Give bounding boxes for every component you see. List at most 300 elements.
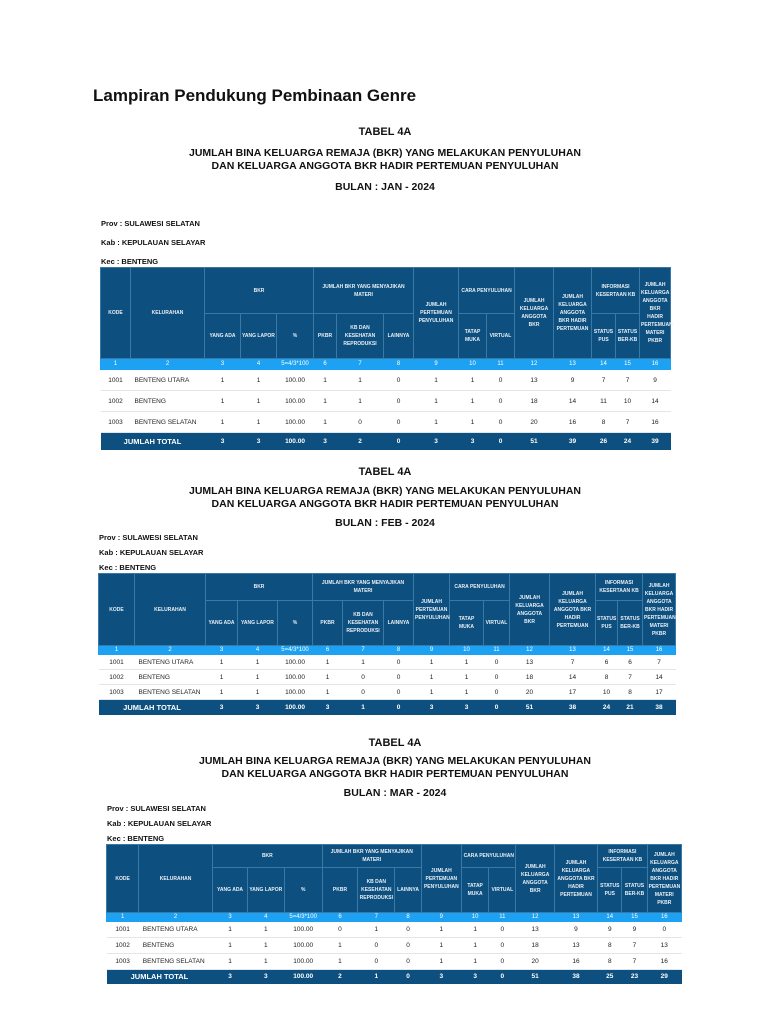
cell-kelurahan: BENTENG SELATAN — [139, 954, 213, 970]
data-table-feb — [98, 573, 676, 715]
column-index: 6 — [322, 913, 357, 922]
total-cell: 3 — [205, 433, 241, 450]
table-cell: 1002 — [107, 938, 139, 954]
table-cell: 18 — [516, 938, 554, 954]
table-cell: 1 — [238, 670, 278, 685]
header-cara: CARA PENYULUHAN — [459, 268, 515, 314]
location-kab: Kab : KEPULAUAN SELAYAR — [101, 238, 206, 247]
table-cell: 1 — [450, 670, 484, 685]
table-cell: 8 — [592, 412, 616, 433]
column-index: 13 — [554, 359, 592, 370]
header-virtual: VIRTUAL — [487, 314, 515, 359]
table-cell: 13 — [515, 370, 554, 391]
column-index: 13 — [550, 646, 596, 655]
table-cell: 1 — [205, 412, 241, 433]
column-index-row — [99, 646, 676, 655]
total-cell: 39 — [640, 433, 671, 450]
table-row — [101, 391, 671, 412]
table-cell: 0 — [484, 685, 510, 700]
table-cell: 10 — [596, 685, 618, 700]
table-cell: 0 — [384, 391, 414, 412]
column-index: 14 — [592, 359, 616, 370]
column-index: 5=4/3*100 — [278, 646, 313, 655]
table-cell: 1 — [241, 412, 277, 433]
cell-kelurahan: BENTENG UTARA — [131, 370, 205, 391]
table-cell: 1 — [414, 370, 459, 391]
column-index: 5=4/3*100 — [284, 913, 322, 922]
header-tatap-muka: TATAP MUKA — [459, 314, 487, 359]
table-cell: 7 — [622, 954, 647, 970]
header-cara: CARA PENYULUHAN — [462, 845, 516, 868]
header-status-ber-kb: STATUS BER-KB — [616, 314, 640, 359]
header-status-ber-kb: STATUS BER-KB — [618, 601, 643, 646]
total-cell: 23 — [622, 970, 647, 984]
header-yang-ada: YANG ADA — [206, 601, 238, 646]
column-index: 16 — [640, 359, 671, 370]
table-cell: 16 — [554, 954, 597, 970]
data-table-mar — [106, 844, 682, 984]
table-cell: 8 — [596, 670, 618, 685]
table-cell: 1 — [337, 370, 384, 391]
total-cell: 25 — [598, 970, 622, 984]
table-cell: 100.00 — [278, 655, 313, 670]
column-index: 4 — [241, 359, 277, 370]
table-cell: 1 — [206, 670, 238, 685]
total-cell: 38 — [554, 970, 597, 984]
header-kode: KODE — [107, 845, 139, 913]
total-cell: 1 — [358, 970, 395, 984]
total-cell: 0 — [395, 970, 421, 984]
total-cell: 3 — [206, 700, 238, 715]
header-kb-kespro: KB DAN KESEHATAN REPRODUKSI — [337, 314, 384, 359]
table-cell: 8 — [618, 685, 643, 700]
header-yang-ada: YANG ADA — [212, 868, 247, 913]
column-index: 1 — [107, 913, 139, 922]
total-cell: 3 — [414, 700, 450, 715]
table-row — [101, 370, 671, 391]
table-cell: 1 — [313, 685, 343, 700]
cell-kelurahan: BENTENG — [139, 938, 213, 954]
header-materi: JUMLAH BKR YANG MENYAJIKAN MATERI — [313, 574, 414, 601]
table-cell: 0 — [395, 954, 421, 970]
header-keluarga: JUMLAH KELUARGA ANGGOTA BKR — [510, 574, 550, 646]
column-index: 8 — [384, 646, 414, 655]
table-cell: 1 — [343, 655, 384, 670]
header-bkr: BKR — [205, 268, 314, 314]
total-cell: 100.00 — [284, 970, 322, 984]
column-index: 9 — [414, 359, 459, 370]
table-cell: 1003 — [101, 412, 131, 433]
total-cell: 51 — [515, 433, 554, 450]
table-number: TABEL 4A — [368, 737, 422, 749]
header-yang-lapor: YANG LAPOR — [248, 868, 284, 913]
table-cell: 18 — [515, 391, 554, 412]
total-cell: 3 — [238, 700, 278, 715]
header-materi-pkbr: JUMLAH KELUARGA ANGGOTA BKR HADIR PERTEMUAN MATERI PKBR — [643, 574, 676, 646]
total-cell: 0 — [484, 700, 510, 715]
header-pkbr: PKBR — [322, 868, 357, 913]
table-cell: 1 — [450, 685, 484, 700]
table-cell: 20 — [516, 954, 554, 970]
table-cell: 1 — [459, 370, 487, 391]
report-title-line1: JUMLAH BINA KELUARGA REMAJA (BKR) YANG MELAKUKAN PENYULUHAN — [188, 147, 581, 159]
header-kb-kespro: KB DAN KESEHATAN REPRODUKSI — [358, 868, 395, 913]
header-materi-pkbr: JUMLAH KELUARGA ANGGOTA BKR HADIR PERTEMUAN MATERI PKBR — [640, 268, 671, 359]
table-cell: 1001 — [107, 922, 139, 938]
header-cara: CARA PENYULUHAN — [450, 574, 510, 601]
report-title-line2: DAN KELUARGA ANGGOTA BKR HADIR PERTEMUAN PENYULUHAN — [211, 498, 559, 510]
table-cell: 1 — [248, 954, 284, 970]
column-index: 9 — [414, 646, 450, 655]
column-index: 12 — [510, 646, 550, 655]
table-cell: 13 — [516, 922, 554, 938]
column-index: 6 — [314, 359, 337, 370]
table-cell: 0 — [489, 922, 516, 938]
table-cell: 0 — [384, 412, 414, 433]
total-cell: 0 — [489, 970, 516, 984]
report-heading-jan — [150, 126, 620, 193]
total-cell: 3 — [241, 433, 277, 450]
table-cell: 0 — [395, 938, 421, 954]
table-cell: 1 — [322, 938, 357, 954]
table-cell: 100.00 — [284, 938, 322, 954]
location-prov: Prov : SULAWESI SELATAN — [99, 533, 198, 542]
column-index: 12 — [515, 359, 554, 370]
total-cell: 2 — [337, 433, 384, 450]
table-cell: 7 — [618, 670, 643, 685]
total-cell: 2 — [322, 970, 357, 984]
header-hadir: JUMLAH KELUARGA ANGGOTA BKR HADIR PERTEMUAN — [554, 268, 592, 359]
table-row — [99, 655, 676, 670]
column-index: 3 — [206, 646, 238, 655]
table-cell: 1 — [314, 391, 337, 412]
header-kb-kespro: KB DAN KESEHATAN REPRODUKSI — [343, 601, 384, 646]
table-cell: 100.00 — [278, 670, 313, 685]
header-virtual: VIRTUAL — [489, 868, 516, 913]
table-cell: 1 — [337, 391, 384, 412]
table-cell: 0 — [484, 670, 510, 685]
table-cell: 17 — [550, 685, 596, 700]
cell-kelurahan: BENTENG SELATAN — [131, 412, 205, 433]
table-row — [101, 412, 671, 433]
table-cell: 14 — [554, 391, 592, 412]
column-index: 3 — [212, 913, 247, 922]
table-cell: 16 — [647, 954, 681, 970]
total-label: JUMLAH TOTAL — [99, 700, 206, 715]
location-kab: Kab : KEPULAUAN SELAYAR — [107, 819, 212, 828]
header-kelurahan: KELURAHAN — [135, 574, 206, 646]
header-status-pus: STATUS PUS — [592, 314, 616, 359]
table-row — [107, 954, 682, 970]
table-cell: 1 — [248, 938, 284, 954]
column-index: 11 — [489, 913, 516, 922]
column-index: 7 — [337, 359, 384, 370]
column-index: 7 — [358, 913, 395, 922]
table-cell: 1 — [450, 655, 484, 670]
table-cell: 7 — [550, 655, 596, 670]
column-index-row — [101, 359, 671, 370]
table-cell: 0 — [484, 655, 510, 670]
table-cell: 13 — [554, 938, 597, 954]
report-month: BULAN : FEB - 2024 — [335, 517, 435, 529]
table-cell: 20 — [515, 412, 554, 433]
table-cell: 1 — [358, 922, 395, 938]
header-persen: % — [278, 601, 313, 646]
header-virtual: VIRTUAL — [484, 601, 510, 646]
table-cell: 1001 — [99, 655, 135, 670]
total-cell: 1 — [343, 700, 384, 715]
header-lainnya: LAINNYA — [384, 601, 414, 646]
table-cell: 1003 — [107, 954, 139, 970]
table-cell: 11 — [592, 391, 616, 412]
column-index: 1 — [99, 646, 135, 655]
header-hadir: JUMLAH KELUARGA ANGGOTA BKR HADIR PERTEMUAN — [550, 574, 596, 646]
header-tatap-muka: TATAP MUKA — [450, 601, 484, 646]
table-row — [99, 685, 676, 700]
header-kode: KODE — [101, 268, 131, 359]
table-cell: 1002 — [101, 391, 131, 412]
table-cell: 1 — [459, 412, 487, 433]
table-cell: 0 — [384, 370, 414, 391]
column-index: 5=4/3*100 — [277, 359, 314, 370]
column-index: 8 — [384, 359, 414, 370]
table-number: TABEL 4A — [358, 126, 412, 138]
total-cell: 3 — [414, 433, 459, 450]
total-cell: 3 — [313, 700, 343, 715]
table-cell: 8 — [598, 938, 622, 954]
table-cell: 1 — [414, 412, 459, 433]
location-block-mar — [107, 801, 211, 846]
total-cell: 100.00 — [277, 433, 314, 450]
table-cell: 100.00 — [284, 922, 322, 938]
column-index: 11 — [484, 646, 510, 655]
report-heading-feb — [150, 466, 620, 529]
total-row — [101, 433, 671, 450]
table-cell: 1 — [313, 655, 343, 670]
location-block-jan — [101, 214, 205, 271]
report-title-line2: DAN KELUARGA ANGGOTA BKR HADIR PERTEMUAN PENYULUHAN — [221, 768, 569, 780]
column-index: 8 — [395, 913, 421, 922]
header-info-kb: INFORMASI KESERTAAN KB — [596, 574, 643, 601]
header-lainnya: LAINNYA — [395, 868, 421, 913]
table-cell: 9 — [554, 922, 597, 938]
table-cell: 1 — [414, 685, 450, 700]
header-kelurahan: KELURAHAN — [131, 268, 205, 359]
table-cell: 1 — [414, 670, 450, 685]
total-cell: 24 — [596, 700, 618, 715]
table-row — [99, 670, 676, 685]
header-keluarga: JUMLAH KELUARGA ANGGOTA BKR — [516, 845, 554, 913]
total-cell: 38 — [550, 700, 596, 715]
report-heading-mar — [160, 737, 630, 799]
table-cell: 1 — [462, 922, 489, 938]
table-cell: 0 — [358, 938, 395, 954]
table-cell: 1 — [212, 938, 247, 954]
table-cell: 1002 — [99, 670, 135, 685]
table-cell: 1 — [421, 938, 461, 954]
location-prov: Prov : SULAWESI SELATAN — [101, 219, 200, 228]
cell-kelurahan: BENTENG UTARA — [135, 655, 206, 670]
table-cell: 0 — [487, 370, 515, 391]
column-index: 7 — [343, 646, 384, 655]
table-cell: 1 — [241, 391, 277, 412]
table-cell: 7 — [616, 412, 640, 433]
table-cell: 1 — [414, 391, 459, 412]
table-cell: 7 — [616, 370, 640, 391]
header-bkr: BKR — [206, 574, 313, 601]
table-cell: 1 — [241, 370, 277, 391]
header-info-kb: INFORMASI KESERTAAN KB — [592, 268, 640, 314]
table-cell: 1 — [212, 954, 247, 970]
header-persen: % — [277, 314, 314, 359]
table-cell: 0 — [489, 938, 516, 954]
table-cell: 1 — [313, 670, 343, 685]
total-cell: 3 — [212, 970, 247, 984]
table-cell: 1 — [238, 655, 278, 670]
column-index: 10 — [459, 359, 487, 370]
table-cell: 1 — [314, 370, 337, 391]
report-month: BULAN : JAN - 2024 — [335, 181, 435, 193]
table-cell: 0 — [487, 412, 515, 433]
table-cell: 8 — [598, 954, 622, 970]
table-cell: 14 — [640, 391, 671, 412]
total-label: JUMLAH TOTAL — [107, 970, 213, 984]
table-cell: 7 — [592, 370, 616, 391]
table-cell: 1 — [462, 954, 489, 970]
column-index: 1 — [101, 359, 131, 370]
table-cell: 0 — [322, 922, 357, 938]
table-cell: 100.00 — [278, 685, 313, 700]
column-index: 15 — [622, 913, 647, 922]
column-index: 10 — [450, 646, 484, 655]
total-cell: 0 — [487, 433, 515, 450]
report-title-line1: JUMLAH BINA KELUARGA REMAJA (BKR) YANG MELAKUKAN PENYULUHAN — [188, 485, 581, 497]
total-cell: 0 — [384, 700, 414, 715]
header-pertemuan: JUMLAH PERTEMUAN PENYULUHAN — [414, 268, 459, 359]
table-cell: 1 — [205, 370, 241, 391]
header-kode: KODE — [99, 574, 135, 646]
table-cell: 20 — [510, 685, 550, 700]
total-cell: 3 — [450, 700, 484, 715]
cell-kelurahan: BENTENG UTARA — [139, 922, 213, 938]
table-cell: 100.00 — [277, 412, 314, 433]
table-cell: 9 — [598, 922, 622, 938]
table-cell: 0 — [384, 670, 414, 685]
location-kec: Kec : BENTENG — [101, 257, 159, 266]
header-status-pus: STATUS PUS — [598, 868, 622, 913]
table-cell: 1 — [322, 954, 357, 970]
total-cell: 3 — [314, 433, 337, 450]
total-cell: 26 — [592, 433, 616, 450]
table-cell: 13 — [510, 655, 550, 670]
header-bkr: BKR — [212, 845, 322, 868]
header-yang-ada: YANG ADA — [205, 314, 241, 359]
column-index: 15 — [618, 646, 643, 655]
table-cell: 10 — [616, 391, 640, 412]
total-cell: 51 — [516, 970, 554, 984]
header-pkbr: PKBR — [314, 314, 337, 359]
table-cell: 0 — [489, 954, 516, 970]
table-cell: 1 — [421, 954, 461, 970]
page-title: Lampiran Pendukung Pembinaan Genre — [93, 86, 417, 105]
header-pertemuan: JUMLAH PERTEMUAN PENYULUHAN — [421, 845, 461, 913]
total-cell: 3 — [421, 970, 461, 984]
table-cell: 1 — [205, 391, 241, 412]
header-yang-lapor: YANG LAPOR — [238, 601, 278, 646]
total-cell: 24 — [616, 433, 640, 450]
column-index: 2 — [139, 913, 213, 922]
column-index: 14 — [596, 646, 618, 655]
header-yang-lapor: YANG LAPOR — [241, 314, 277, 359]
total-cell: 3 — [462, 970, 489, 984]
column-index: 16 — [643, 646, 676, 655]
table-cell: 1 — [462, 938, 489, 954]
column-index: 9 — [421, 913, 461, 922]
header-kelurahan: KELURAHAN — [139, 845, 213, 913]
column-index: 15 — [616, 359, 640, 370]
column-index: 6 — [313, 646, 343, 655]
location-block-feb — [99, 530, 203, 575]
cell-kelurahan: BENTENG — [131, 391, 205, 412]
header-status-ber-kb: STATUS BER-KB — [622, 868, 647, 913]
table-cell: 18 — [510, 670, 550, 685]
table-cell: 7 — [643, 655, 676, 670]
table-cell: 1 — [206, 685, 238, 700]
total-label: JUMLAH TOTAL — [101, 433, 205, 450]
column-index: 2 — [131, 359, 205, 370]
table-cell: 0 — [343, 685, 384, 700]
total-cell: 29 — [647, 970, 681, 984]
total-row — [107, 970, 682, 984]
table-number: TABEL 4A — [358, 466, 412, 478]
header-hadir: JUMLAH KELUARGA ANGGOTA BKR HADIR PERTEMUAN — [554, 845, 597, 913]
table-cell: 14 — [550, 670, 596, 685]
column-index: 16 — [647, 913, 681, 922]
header-status-pus: STATUS PUS — [596, 601, 618, 646]
report-title-line1: JUMLAH BINA KELUARGA REMAJA (BKR) YANG MELAKUKAN PENYULUHAN — [198, 755, 591, 767]
table-cell: 17 — [643, 685, 676, 700]
table-cell: 1003 — [99, 685, 135, 700]
table-cell: 0 — [395, 922, 421, 938]
table-cell: 1 — [421, 922, 461, 938]
table-cell: 1 — [459, 391, 487, 412]
total-cell: 51 — [510, 700, 550, 715]
column-index: 14 — [598, 913, 622, 922]
header-pkbr: PKBR — [313, 601, 343, 646]
table-cell: 0 — [337, 412, 384, 433]
header-materi: JUMLAH BKR YANG MENYAJIKAN MATERI — [314, 268, 414, 314]
table-cell: 9 — [640, 370, 671, 391]
table-cell: 1 — [248, 922, 284, 938]
cell-kelurahan: BENTENG — [135, 670, 206, 685]
location-kab: Kab : KEPULAUAN SELAYAR — [99, 548, 204, 557]
header-materi: JUMLAH BKR YANG MENYAJIKAN MATERI — [322, 845, 421, 868]
report-title-line2: DAN KELUARGA ANGGOTA BKR HADIR PERTEMUAN PENYULUHAN — [211, 160, 559, 172]
table-cell: 0 — [384, 655, 414, 670]
column-index: 3 — [205, 359, 241, 370]
table-cell: 1001 — [101, 370, 131, 391]
table-cell: 0 — [343, 670, 384, 685]
table-cell: 6 — [618, 655, 643, 670]
total-cell: 3 — [459, 433, 487, 450]
table-cell: 0 — [358, 954, 395, 970]
header-pertemuan: JUMLAH PERTEMUAN PENYULUHAN — [414, 574, 450, 646]
table-cell: 0 — [384, 685, 414, 700]
column-index-row — [107, 913, 682, 922]
table-cell: 0 — [487, 391, 515, 412]
table-cell: 100.00 — [284, 954, 322, 970]
table-cell: 1 — [414, 655, 450, 670]
